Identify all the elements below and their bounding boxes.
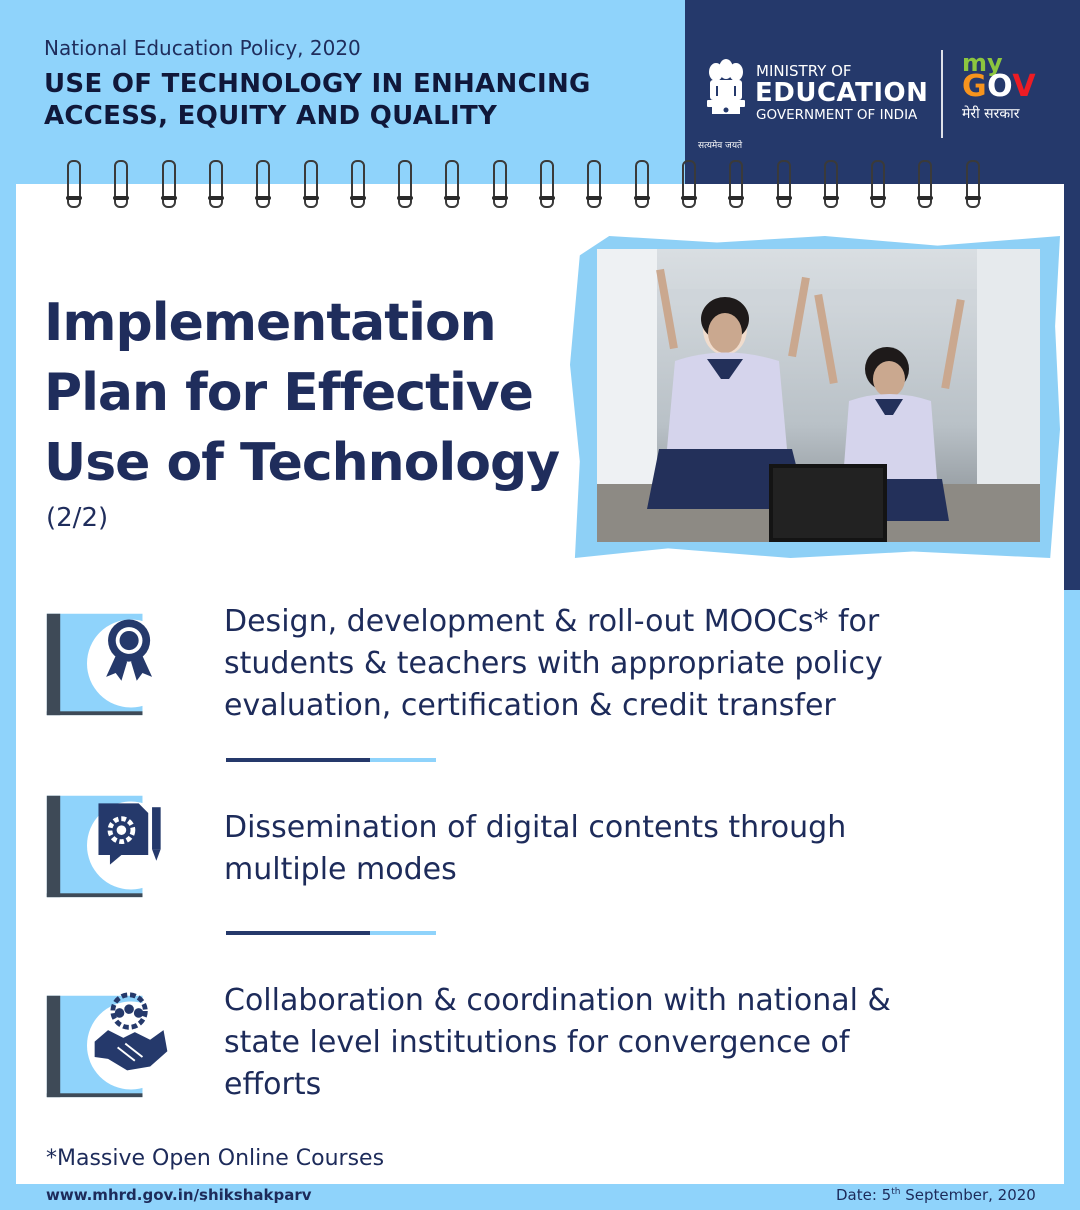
spiral-ring (304, 160, 318, 208)
header-title (44, 68, 664, 132)
logo-divider (941, 50, 943, 138)
spiral-ring (256, 160, 270, 208)
date-sup: th (891, 1187, 901, 1197)
national-emblem-icon (702, 58, 750, 136)
footnote: *Massive Open Online Courses (46, 1146, 385, 1171)
main-title-line2: Plan for Effective (44, 363, 533, 423)
spiral-ring (540, 160, 554, 208)
item-3-line2: state level institutions for convergence of (224, 1025, 850, 1060)
spiral-ring (966, 160, 980, 208)
spiral-ring (635, 160, 649, 208)
spiral-ring (67, 160, 81, 208)
emblem-caption: सत्यमेव जयते (698, 141, 743, 151)
item-1-line2: students & teachers with appropriate policy (224, 646, 883, 681)
item-1-line1: Design, development & roll-out MOOCs* for (224, 604, 880, 639)
footer-date (836, 1186, 1036, 1204)
item-1-book-icon (44, 608, 174, 718)
spiral-ring (587, 160, 601, 208)
ministry-line2: EDUCATION (755, 78, 929, 108)
spiral-ring (398, 160, 412, 208)
mygov-gov (962, 69, 1058, 104)
item-1-text (224, 601, 1004, 727)
ministry-line3: GOVERNMENT OF INDIA (756, 107, 918, 123)
spiral-ring (871, 160, 885, 208)
mygov-v: V (1012, 69, 1037, 104)
date-suffix: September, 2020 (900, 1186, 1036, 1204)
header-title-line1: USE OF TECHNOLOGY IN ENHANCING (44, 69, 591, 99)
item-3-line3: efforts (224, 1067, 322, 1102)
spiral-ring (351, 160, 365, 208)
item-1-separator (226, 758, 436, 762)
mygov-logo (962, 49, 1058, 123)
main-title-line3: Use of Technology (44, 433, 560, 493)
item-1-line3: evaluation, certification & credit transfer (224, 688, 836, 723)
students-laptop-photo (597, 249, 1040, 542)
item-2-text (224, 807, 1004, 891)
spiral-ring (114, 160, 128, 208)
item-3-text (224, 980, 1004, 1106)
spiral-ring (729, 160, 743, 208)
item-2-book-icon (44, 790, 174, 900)
spiral-ring (824, 160, 838, 208)
mygov-my: my (962, 49, 1003, 77)
spiral-ring (445, 160, 459, 208)
spiral-ring (918, 160, 932, 208)
spiral-ring (777, 160, 791, 208)
header-title-line2: ACCESS, EQUITY AND QUALITY (44, 101, 498, 131)
date-prefix: Date: 5 (836, 1186, 892, 1204)
part-indicator: (2/2) (46, 503, 109, 533)
spiral-ring (682, 160, 696, 208)
footer-url[interactable]: www.mhrd.gov.in/shikshakparv (46, 1186, 312, 1204)
ministry-line1: MINISTRY OF (756, 62, 852, 80)
item-2-separator (226, 931, 436, 935)
mygov-g: G (962, 69, 988, 104)
spiral-ring (162, 160, 176, 208)
spiral-ring (493, 160, 507, 208)
spiral-ring (209, 160, 223, 208)
mygov-o: O (987, 69, 1013, 104)
main-title-line1: Implementation (44, 293, 496, 353)
mygov-hindi: मेरी सरकार (962, 106, 1020, 122)
item-2-line1: Dissemination of digital contents through (224, 810, 847, 845)
item-3-book-icon (44, 990, 174, 1100)
main-title (44, 288, 564, 498)
item-2-line2: multiple modes (224, 852, 457, 887)
item-3-line1: Collaboration & coordination with national & (224, 983, 891, 1018)
header-subtitle: National Education Policy, 2020 (44, 36, 361, 60)
